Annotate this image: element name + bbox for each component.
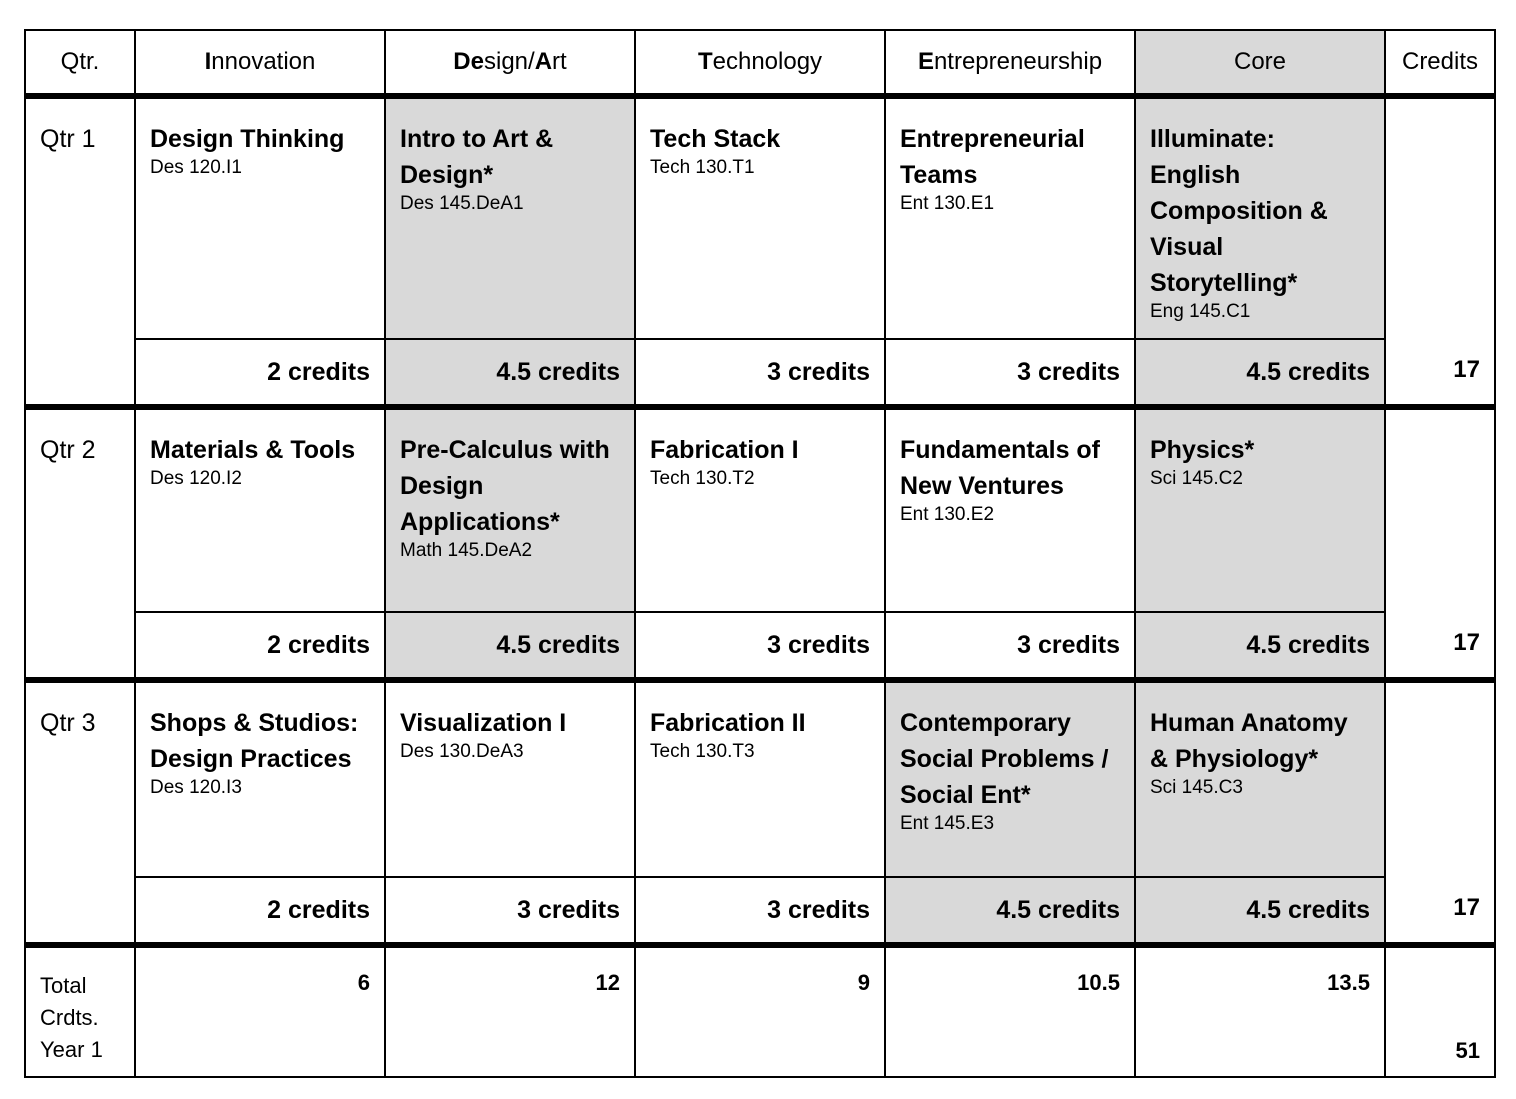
course-title: Tech Stack — [650, 125, 781, 153]
course-credits: 4.5 credits — [885, 877, 1135, 945]
course-cell — [135, 680, 385, 877]
course-cell — [635, 96, 885, 339]
course-title: Shops & Studios: Design Practices — [150, 709, 359, 773]
course-title: Intro to Art & Design* — [400, 125, 554, 189]
header-qtr: Qtr. — [25, 30, 135, 96]
course-code: Eng 145.C1 — [1150, 301, 1251, 322]
totals-label: Total Crdts. Year 1 — [25, 945, 135, 1077]
course-title: Fundamentals of New Ventures — [900, 436, 1101, 500]
course-code: Des 120.I2 — [150, 468, 242, 489]
quarter-label: Qtr 2 — [25, 407, 135, 680]
course-title: Illuminate: English Composition & Visual Storytelling* — [1150, 125, 1328, 297]
course-title: Design Thinking — [150, 125, 345, 153]
course-cell — [1135, 96, 1385, 339]
course-cell — [635, 407, 885, 612]
course-code: Tech 130.T3 — [650, 741, 755, 762]
course-cell — [885, 680, 1135, 877]
course-credits: 4.5 credits — [1135, 612, 1385, 680]
course-credits: 4.5 credits — [1135, 877, 1385, 945]
column-total: 13.5 — [1135, 945, 1385, 1077]
course-title: Visualization I — [400, 709, 567, 737]
course-code: Des 120.I1 — [150, 157, 242, 178]
course-cell — [635, 680, 885, 877]
curriculum-table — [24, 29, 1496, 1078]
quarter-total: 17 — [1385, 96, 1495, 407]
course-credits: 3 credits — [385, 877, 635, 945]
course-code: Math 145.DeA2 — [400, 540, 533, 561]
course-code: Ent 130.E2 — [900, 504, 995, 525]
course-credits: 3 credits — [635, 612, 885, 680]
course-credits: 3 credits — [635, 339, 885, 407]
course-cell — [885, 96, 1135, 339]
course-cell — [135, 96, 385, 339]
quarter-label: Qtr 3 — [25, 680, 135, 945]
quarter-total: 17 — [1385, 407, 1495, 680]
course-title: Fabrication II — [650, 709, 806, 737]
course-cell — [885, 407, 1135, 612]
course-code: Des 130.DeA3 — [400, 741, 524, 762]
course-title: Human Anatomy & Physiology* — [1150, 709, 1348, 773]
course-cell — [385, 680, 635, 877]
course-credits: 4.5 credits — [1135, 339, 1385, 407]
column-total: 10.5 — [885, 945, 1135, 1077]
course-cell — [385, 96, 635, 339]
course-code: Des 120.I3 — [150, 777, 242, 798]
course-credits: 2 credits — [135, 877, 385, 945]
column-total: 9 — [635, 945, 885, 1077]
quarter-2-credits — [25, 612, 1495, 680]
header-entrepreneurship: Entrepreneurship — [885, 30, 1135, 96]
header-design-art: Design/Art — [385, 30, 635, 96]
course-code: Sci 145.C3 — [1150, 777, 1243, 798]
course-title: Materials & Tools — [150, 436, 356, 464]
course-title: Contemporary Social Problems / Social Ent* — [900, 709, 1109, 809]
course-credits: 4.5 credits — [385, 339, 635, 407]
header-credits: Credits — [1385, 30, 1495, 96]
course-cell — [135, 407, 385, 612]
grand-total: 51 — [1385, 945, 1495, 1077]
header-technology: Technology — [635, 30, 885, 96]
course-credits: 4.5 credits — [385, 612, 635, 680]
header-row — [25, 30, 1495, 96]
course-title: Pre-Calculus with Design Applications* — [400, 436, 610, 536]
course-title: Entrepreneurial Teams — [900, 125, 1085, 189]
totals-row — [25, 945, 1495, 1077]
course-code: Des 145.DeA1 — [400, 193, 524, 214]
quarter-2-courses — [25, 407, 1495, 612]
course-cell — [1135, 680, 1385, 877]
column-total: 12 — [385, 945, 635, 1077]
course-code: Ent 145.E3 — [900, 813, 995, 834]
course-credits: 3 credits — [885, 612, 1135, 680]
course-cell — [385, 407, 635, 612]
course-cell — [1135, 407, 1385, 612]
header-innovation: Innovation — [135, 30, 385, 96]
quarter-1-credits — [25, 339, 1495, 407]
course-credits: 2 credits — [135, 612, 385, 680]
quarter-total: 17 — [1385, 680, 1495, 945]
quarter-3-credits — [25, 877, 1495, 945]
course-code: Tech 130.T2 — [650, 468, 755, 489]
course-code: Sci 145.C2 — [1150, 468, 1243, 489]
header-core: Core — [1135, 30, 1385, 96]
course-code: Tech 130.T1 — [650, 157, 755, 178]
course-title: Fabrication I — [650, 436, 799, 464]
course-title: Physics* — [1150, 436, 1255, 464]
quarter-1-courses — [25, 96, 1495, 339]
course-credits: 2 credits — [135, 339, 385, 407]
course-credits: 3 credits — [635, 877, 885, 945]
quarter-label: Qtr 1 — [25, 96, 135, 407]
course-credits: 3 credits — [885, 339, 1135, 407]
column-total: 6 — [135, 945, 385, 1077]
quarter-3-courses — [25, 680, 1495, 877]
course-code: Ent 130.E1 — [900, 193, 995, 214]
